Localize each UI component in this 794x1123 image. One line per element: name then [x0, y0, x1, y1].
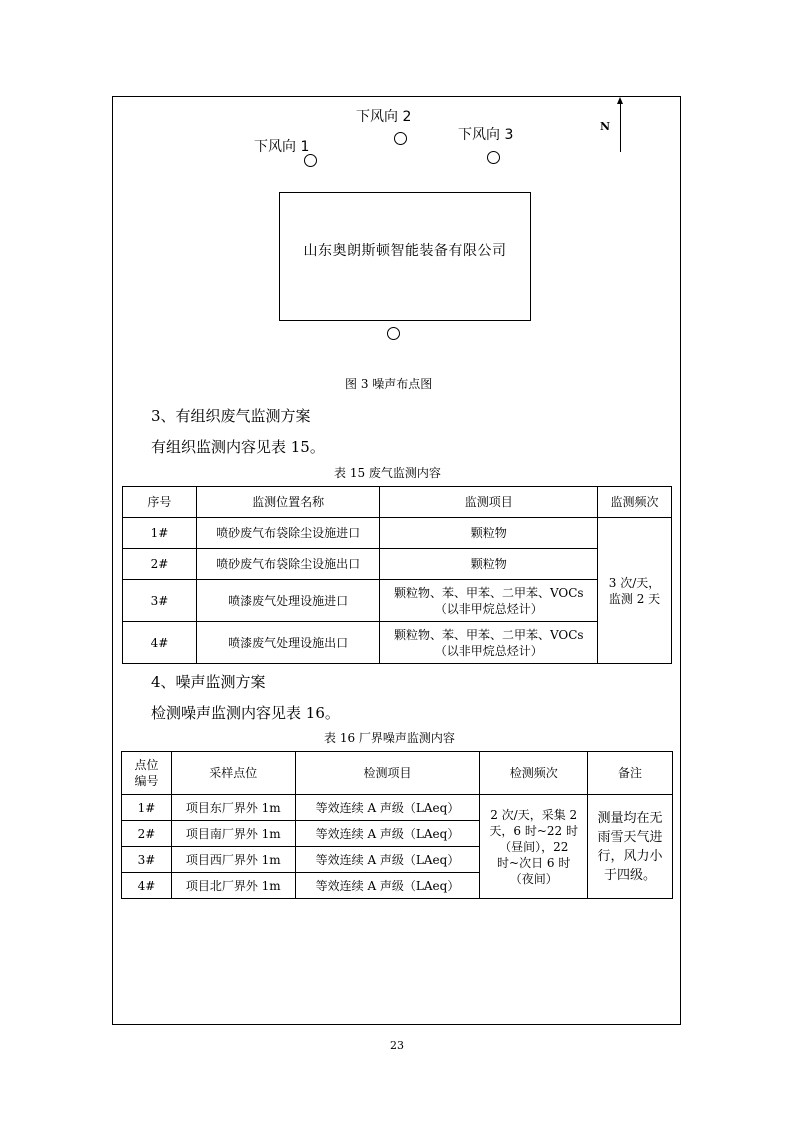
header-no: 序号 — [123, 487, 197, 518]
section-3-intro: 有组织监测内容见表 15。 — [151, 438, 325, 456]
downwind-3-label: 下风向 3 — [458, 127, 514, 143]
north-label: N — [600, 120, 611, 133]
header-item: 监测项目 — [380, 487, 598, 518]
table-16 — [121, 751, 673, 899]
row-no: 3# — [123, 580, 197, 622]
row-no: 4# — [123, 622, 197, 664]
row-item-line-2: （以非甲烷总烃计） — [434, 643, 543, 658]
frequency-cell — [480, 795, 588, 899]
row-no: 2# — [122, 821, 172, 847]
table-16-header-row — [122, 752, 673, 795]
row-no: 2# — [123, 549, 197, 580]
table-row — [123, 518, 672, 549]
north-arrow — [620, 100, 621, 152]
row-item-line-1: 颗粒物、苯、甲苯、二甲苯、VOCs — [393, 627, 584, 642]
remark-line: 测量均在无 — [597, 810, 663, 826]
company-site-box — [279, 192, 531, 321]
frequency-line: 2 次/天，采集 2 — [490, 807, 578, 822]
row-location: 项目东厂界外 1m — [171, 795, 295, 821]
header-frequency: 监测频次 — [598, 487, 672, 518]
downwind-2-label: 下风向 2 — [356, 109, 412, 125]
downwind-1-point — [304, 154, 317, 167]
remark-line: 雨雪天气进 — [597, 829, 663, 845]
frequency-line-1: 3 次/天， — [608, 575, 661, 590]
table-row — [123, 580, 672, 622]
row-location: 项目北厂界外 1m — [171, 873, 295, 899]
downwind-3-point — [487, 151, 500, 164]
header-location: 监测位置名称 — [196, 487, 380, 518]
row-item: 颗粒物 — [380, 549, 598, 580]
header-point-no — [122, 752, 172, 795]
table-row — [122, 795, 673, 821]
frequency-cell — [598, 518, 672, 664]
header-remark: 备注 — [588, 752, 673, 795]
row-item — [380, 622, 598, 664]
page-number: 23 — [390, 1039, 404, 1052]
frequency-line-2: 监测 2 天 — [608, 591, 661, 606]
row-item: 等效连续 A 声级（LAeq） — [295, 821, 480, 847]
downwind-1-label: 下风向 1 — [254, 139, 310, 155]
row-location: 喷砂废气布袋除尘设施出口 — [196, 549, 380, 580]
header-point-no-line-2: 编号 — [134, 774, 159, 788]
row-no: 4# — [122, 873, 172, 899]
figure-caption: 图 3 噪声布点图 — [345, 377, 433, 391]
row-location: 喷漆废气处理设施出口 — [196, 622, 380, 664]
row-item — [380, 580, 598, 622]
frequency-line: （夜间） — [509, 871, 558, 886]
frequency-line: 天，6 时~22 时 — [489, 823, 578, 838]
row-item: 颗粒物 — [380, 518, 598, 549]
table-15-header-row — [123, 487, 672, 518]
row-location: 项目南厂界外 1m — [171, 821, 295, 847]
row-item: 等效连续 A 声级（LAeq） — [295, 847, 480, 873]
table-16-title: 表 16 厂界噪声监测内容 — [324, 731, 455, 745]
table-row — [123, 622, 672, 664]
row-location: 喷砂废气布袋除尘设施进口 — [196, 518, 380, 549]
row-no: 3# — [122, 847, 172, 873]
remark-cell — [588, 795, 673, 899]
downwind-2-point — [394, 132, 407, 145]
header-frequency: 检测频次 — [480, 752, 588, 795]
company-name: 山东奥朗斯顿智能装备有限公司 — [303, 243, 507, 259]
row-no: 1# — [123, 518, 197, 549]
remark-line: 行，风力小 — [597, 848, 663, 864]
row-no: 1# — [122, 795, 172, 821]
row-item: 等效连续 A 声级（LAeq） — [295, 873, 480, 899]
row-item-line-1: 颗粒物、苯、甲苯、二甲苯、VOCs — [393, 585, 584, 600]
row-location: 喷漆废气处理设施进口 — [196, 580, 380, 622]
header-location: 采样点位 — [171, 752, 295, 795]
section-3-heading: 3、有组织废气监测方案 — [151, 407, 311, 425]
row-item-line-2: （以非甲烷总烃计） — [434, 601, 543, 616]
table-15 — [122, 486, 672, 664]
table-15-title: 表 15 废气监测内容 — [334, 466, 441, 480]
row-item: 等效连续 A 声级（LAeq） — [295, 795, 480, 821]
remark-line: 于四级。 — [604, 867, 657, 883]
section-4-heading: 4、噪声监测方案 — [151, 673, 266, 691]
header-point-no-line-1: 点位 — [134, 758, 159, 772]
upwind-point — [387, 327, 400, 340]
frequency-line: （昼间），22 — [499, 839, 569, 854]
frequency-line: 时~次日 6 时 — [497, 855, 571, 870]
header-item: 检测项目 — [295, 752, 480, 795]
row-location: 项目西厂界外 1m — [171, 847, 295, 873]
table-row — [123, 549, 672, 580]
section-4-intro: 检测噪声监测内容见表 16。 — [151, 704, 340, 722]
